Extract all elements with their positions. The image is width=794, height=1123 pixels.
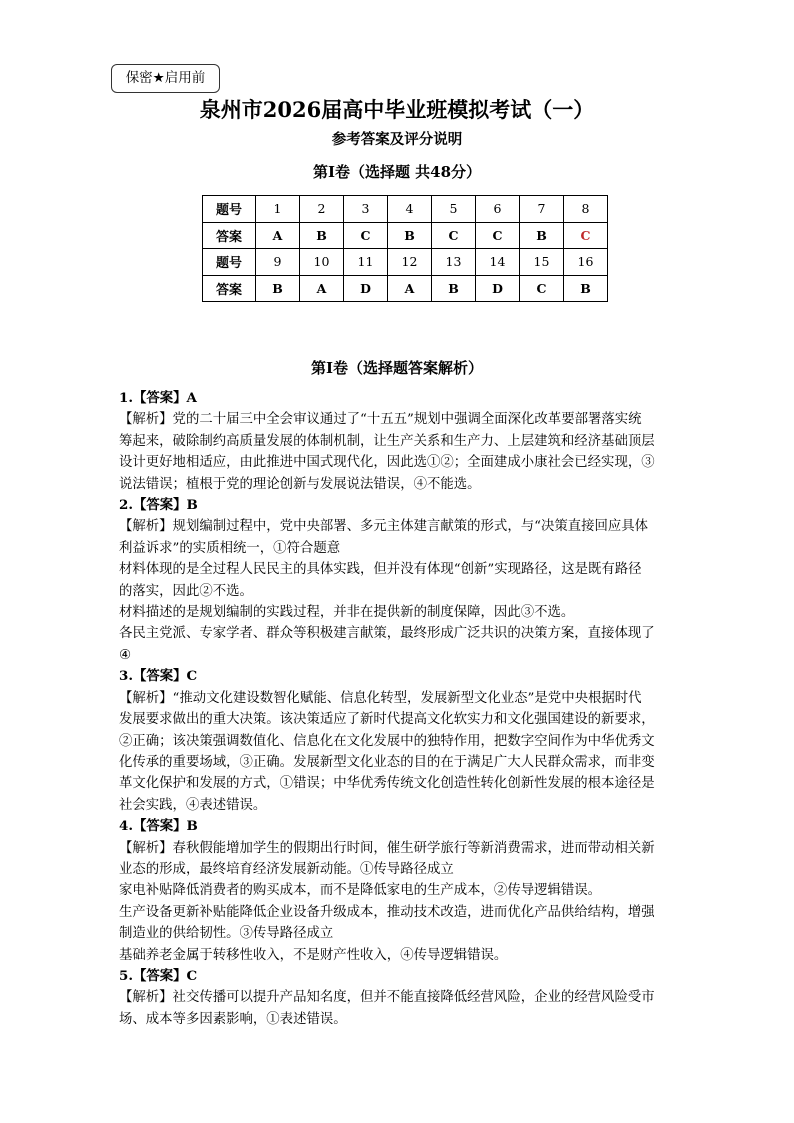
question-number: 10 (300, 249, 344, 276)
explanation-line: 场、成本等多因素影响，①表述错误。 (119, 1011, 347, 1027)
explanation-line: 【解析】春秋假能增加学生的假期出行时间，催生研学旅行等新消费需求，进而带动相关新 (119, 840, 655, 856)
answer-cell: C (520, 275, 564, 302)
section-heading-explanation: 第Ⅰ卷（选择题答案解析） (310, 359, 484, 377)
row-label: 答案 (203, 222, 256, 249)
section-heading-choice: 第Ⅰ卷（选择题 共48分） (312, 163, 482, 181)
explanation-line: 说法错误；植根于党的理论创新与发展说法错误，④不能选。 (119, 476, 481, 492)
question-number: 4 (388, 196, 432, 223)
explanation-line: 筹起来，破除制约高质量发展的体制机制，让生产关系和生产力、上层建筑和经济基础顶层 (119, 433, 655, 449)
question-number: 14 (476, 249, 520, 276)
row-label: 题号 (203, 196, 256, 223)
explanation-line: 制造业的供给韧性。③传导路径成立 (119, 926, 334, 942)
explanation-line: 的落实，因此②不选。 (119, 583, 253, 599)
question-number: 5 (432, 196, 476, 223)
explanation-line: 【解析】社交传播可以提升产品知名度，但并不能直接降低经营风险，企业的经营风险受市 (119, 990, 655, 1006)
question-number: 12 (388, 249, 432, 276)
answer-cell: A (388, 275, 432, 302)
answer-cell: B (520, 222, 564, 249)
explanation-line: 【解析】党的二十届三中全会审议通过了“十五五”规划中强调全面深化改革要部署落实统 (119, 412, 642, 428)
question-number: 11 (344, 249, 388, 276)
answer-cell: D (476, 275, 520, 302)
explanation-line: 生产设备更新补贴能降低企业设备升级成本，推动技术改造，进而优化产品供给结构，增强 (119, 904, 655, 920)
answer-cell: B (432, 275, 476, 302)
answer-row (203, 275, 608, 302)
answer-table (202, 195, 608, 302)
answer-heading: 5.【答案】C (119, 967, 198, 984)
exam-title: 泉州市2026届高中毕业班模拟考试（一） (199, 97, 595, 122)
answer-cell: C (476, 222, 520, 249)
question-number-row (203, 249, 608, 276)
explanation-line: ④ (119, 647, 132, 663)
question-number: 2 (300, 196, 344, 223)
explanation-line: 家电补贴降低消费者的购买成本，而不是降低家电的生产成本，②传导逻辑错误。 (119, 883, 602, 899)
explanation-line: 各民主党派、专家学者、群众等积极建言献策，最终形成广泛共识的决策方案，直接体现了 (119, 626, 655, 642)
answer-cell: B (388, 222, 432, 249)
answer-cell: B (300, 222, 344, 249)
explanation-line: 革文化保护和发展的方式，①错误；中华优秀传统文化创造性转化创新性发展的根本途径是 (119, 776, 655, 792)
answer-cell: C (564, 222, 608, 249)
answer-cell: A (300, 275, 344, 302)
question-number-row (203, 196, 608, 223)
explanation-line: 材料描述的是规划编制的实践过程，并非在提供新的制度保障，因此③不选。 (119, 605, 575, 621)
explanation-line: 发展要求做出的重大决策。该决策适应了新时代提高文化软实力和文化强国建设的新要求， (119, 712, 655, 728)
question-number: 3 (344, 196, 388, 223)
row-label: 答案 (203, 275, 256, 302)
answer-cell: B (564, 275, 608, 302)
answer-cell: C (432, 222, 476, 249)
question-number: 7 (520, 196, 564, 223)
explanation-line: 材料体现的是全过程人民民主的具体实践，但并没有体现“创新”实现路径，这是既有路径 (119, 562, 642, 578)
explanation-line: ②正确；该决策强调数值化、信息化在文化发展中的独特作用，把数字空间作为中华优秀文 (119, 733, 655, 749)
row-label: 题号 (203, 249, 256, 276)
question-number: 15 (520, 249, 564, 276)
answer-cell: B (256, 275, 300, 302)
question-number: 6 (476, 196, 520, 223)
confidential-stamp: 保密★启用前 (111, 64, 220, 93)
answer-heading: 3.【答案】C (119, 668, 198, 685)
question-number: 9 (256, 249, 300, 276)
question-number: 8 (564, 196, 608, 223)
answer-heading: 4.【答案】B (119, 818, 198, 835)
question-number: 1 (256, 196, 300, 223)
answer-cell: A (256, 222, 300, 249)
answer-row (203, 222, 608, 249)
question-number: 13 (432, 249, 476, 276)
explanation-line: 【解析】规划编制过程中，党中央部署、多元主体建言献策的形式，与“决策直接回应具体 (119, 519, 649, 535)
explanation-line: 业态的形成，最终培育经济发展新动能。①传导路径成立 (119, 861, 454, 877)
answer-cell: C (344, 222, 388, 249)
answer-heading: 2.【答案】B (119, 497, 198, 514)
explanation-line: 利益诉求”的实质相统一，①符合题意 (119, 540, 341, 556)
answer-cell: D (344, 275, 388, 302)
answer-heading: 1.【答案】A (119, 390, 197, 406)
question-number: 16 (564, 249, 608, 276)
explanation-line: 基础养老金属于转移性收入，不是财产性收入，④传导逻辑错误。 (119, 947, 508, 963)
explanation-line: 化传承的重要场域，③正确。发展新型文化业态的目的在于满足广大人民群众需求，而非变 (119, 754, 655, 770)
explanation-line: 设计更好地相适应，由此推进中国式现代化，因此选①②；全面建成小康社会已经实现，③ (119, 455, 655, 471)
explanation-line: 社会实践，④表述错误。 (119, 797, 267, 813)
explanation-body (119, 388, 685, 1030)
explanation-line: 【解析】“推动文化建设数智化赋能、信息化转型，发展新型文化业态”是党中央根据时代 (119, 690, 642, 706)
exam-subtitle: 参考答案及评分说明 (331, 131, 463, 148)
